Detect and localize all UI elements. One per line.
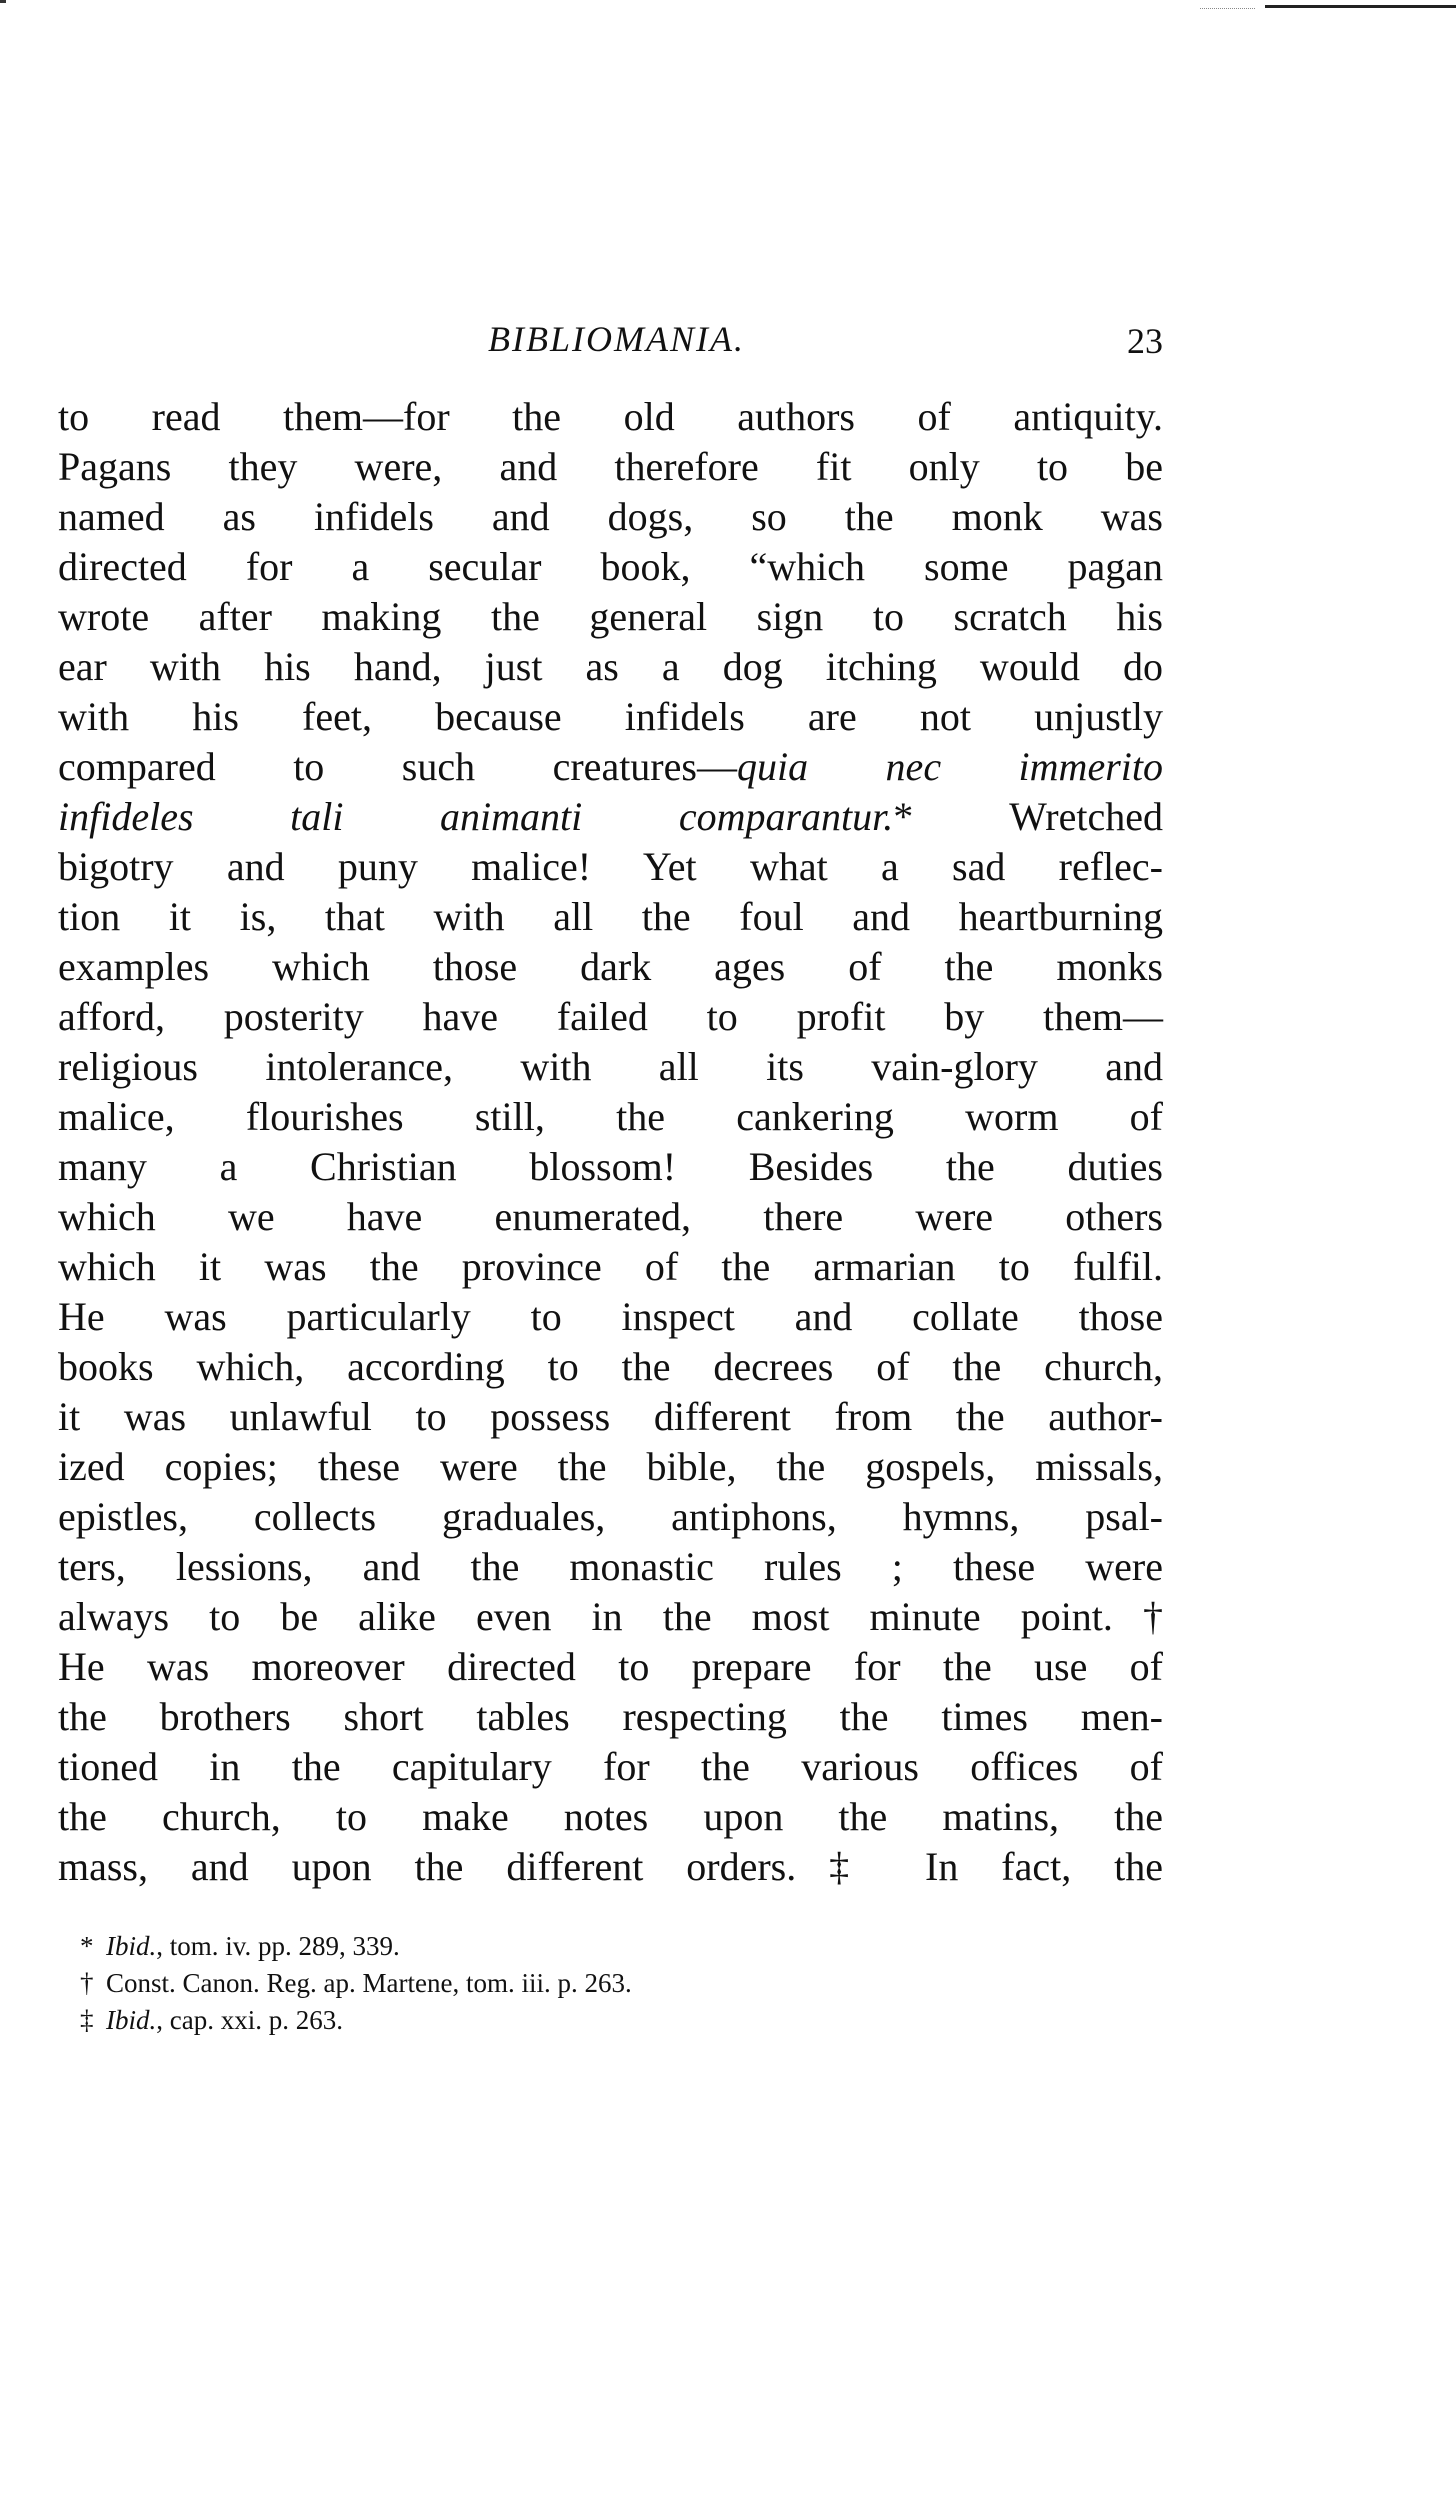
footnote-text: , tom. iv. pp. 289, 339. [156, 1931, 400, 1961]
text-run: the brothers short tables respecting the times men- [58, 1694, 1163, 1739]
scan-edge-dots [1200, 8, 1255, 10]
text-run: epistles, collects graduales, antiphons, hymns, psal- [58, 1494, 1163, 1539]
text-line [58, 1392, 1163, 1442]
text-line [58, 1492, 1163, 1542]
text-run: directed for a secular book, “which some pagan [58, 544, 1163, 589]
footnotes [80, 1928, 632, 2039]
text-run: examples which those dark ages of the monks [58, 944, 1163, 989]
text-line [58, 1842, 1163, 1892]
text-run: it was unlawful to possess different from the author- [58, 1394, 1163, 1439]
text-line [58, 892, 1163, 942]
page-number: 23 [1127, 321, 1163, 361]
footnote-mark: ‡ [80, 2005, 94, 2035]
text-run: He was moreover directed to prepare for the use of [58, 1644, 1163, 1689]
text-run: religious intolerance, with all its vain-glory and [58, 1044, 1163, 1089]
text-run: to read them—for the old authors of antiquity. [58, 394, 1163, 439]
text-run: compared to such creatures— [58, 744, 737, 789]
text-run: afford, posterity have failed to profit by them— [58, 994, 1163, 1039]
text-run: always to be alike even in the most minute point.† [58, 1594, 1163, 1639]
text-run: which it was the province of the armarian to fulfil. [58, 1244, 1163, 1289]
text-line [58, 592, 1163, 642]
footnote-text: Ibid. [106, 2005, 157, 2035]
text-line [58, 1292, 1163, 1342]
text-run: bigotry and puny malice! Yet what a sad reflec- [58, 844, 1163, 889]
text-run: named as infidels and dogs, so the monk was [58, 494, 1163, 539]
text-line [58, 792, 1163, 842]
text-line [58, 1342, 1163, 1392]
text-line [58, 992, 1163, 1042]
text-run: with his feet, because infidels are not unjustly [58, 694, 1163, 739]
text-run: tioned in the capitulary for the various offices of [58, 1744, 1163, 1789]
text-line [58, 1742, 1163, 1792]
text-run: the church, to make notes upon the matins, the [58, 1794, 1163, 1839]
text-run: many a Christian blossom! Besides the duties [58, 1144, 1163, 1189]
text-line [58, 1542, 1163, 1592]
text-run: ear with his hand, just as a dog itching would do [58, 644, 1163, 689]
scan-edge-rule [1265, 5, 1456, 8]
text-line [58, 1592, 1163, 1642]
text-run: books which, according to the decrees of the church, [58, 1344, 1163, 1389]
italic-text: infideles tali animanti comparantur. [58, 794, 894, 839]
text-line [58, 1642, 1163, 1692]
footnote [80, 2002, 632, 2039]
text-line [58, 542, 1163, 592]
text-run: which we have enumerated, there were others [58, 1194, 1163, 1239]
text-line [58, 942, 1163, 992]
text-line [58, 1092, 1163, 1142]
text-line [58, 642, 1163, 692]
text-line [58, 1692, 1163, 1742]
text-run: * Wretched [893, 794, 1164, 839]
footnote-mark: † [80, 1968, 94, 1998]
text-line [58, 1442, 1163, 1492]
footnote-text: , cap. xxi. p. 263. [156, 2005, 343, 2035]
text-run: tion it is, that with all the foul and heartburning [58, 894, 1163, 939]
text-line [58, 1242, 1163, 1292]
text-line [58, 442, 1163, 492]
body-text [58, 392, 1163, 1892]
text-run: wrote after making the general sign to scratch his [58, 594, 1163, 639]
footnote [80, 1928, 632, 1965]
text-run: He was particularly to inspect and collate those [58, 1294, 1163, 1339]
text-line [58, 492, 1163, 542]
text-run: malice, flourishes still, the cankering worm of [58, 1094, 1163, 1139]
footnote-text: Const. Canon. Reg. ap. Martene, tom. iii. p. 263. [106, 1968, 632, 1998]
text-run: Pagans they were, and therefore fit only to be [58, 444, 1163, 489]
running-head [58, 318, 1163, 368]
text-line [58, 1042, 1163, 1092]
text-line [58, 842, 1163, 892]
footnote-text: Ibid. [106, 1931, 157, 1961]
text-line [58, 1192, 1163, 1242]
footnote-mark: * [80, 1931, 94, 1961]
text-line [58, 392, 1163, 442]
text-run: mass, and upon the different orders.‡ In fact, the [58, 1844, 1163, 1889]
text-line [58, 1792, 1163, 1842]
scan-mark [0, 0, 6, 3]
running-head-title: BIBLIOMANIA. [488, 319, 745, 359]
text-line [58, 692, 1163, 742]
text-line [58, 742, 1163, 792]
text-run: ters, lessions, and the monastic rules ; these were [58, 1544, 1163, 1589]
text-run: ized copies; these were the bible, the gospels, missals, [58, 1444, 1163, 1489]
italic-text: quia nec immerito [736, 744, 1163, 789]
footnote [80, 1965, 632, 2002]
text-line [58, 1142, 1163, 1192]
